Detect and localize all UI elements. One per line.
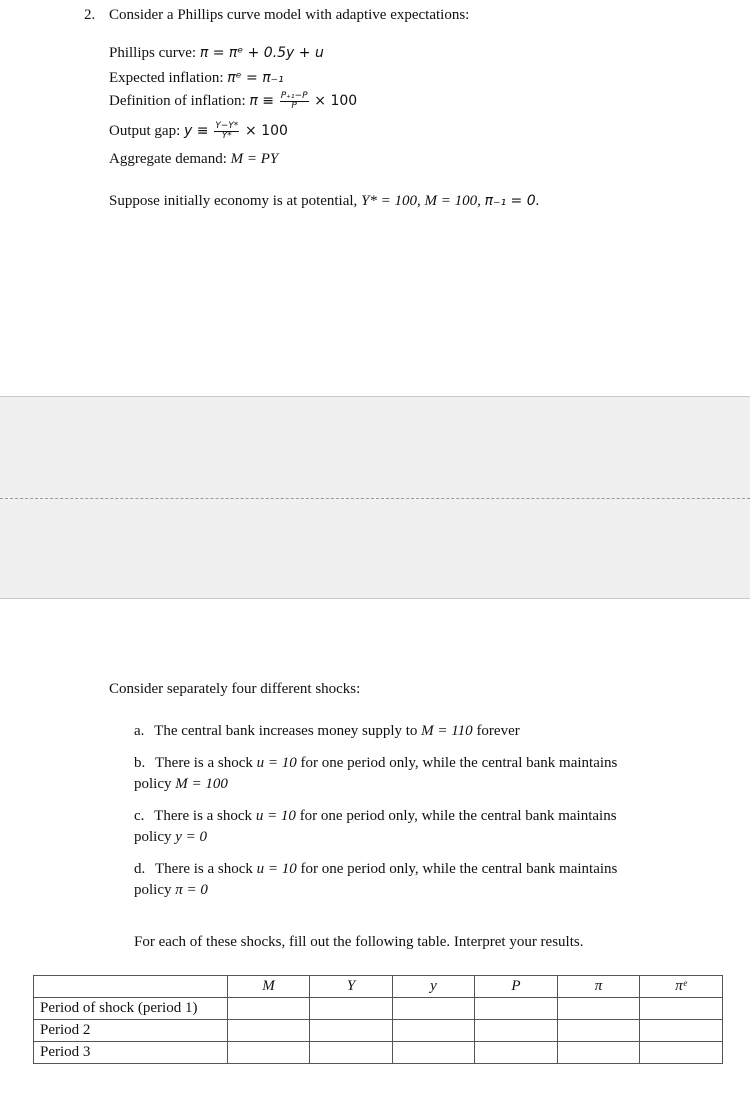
table-cell[interactable] xyxy=(558,1020,640,1042)
shock-c xyxy=(134,808,617,825)
inflation-definition-line xyxy=(109,92,357,111)
shock-d-policy-math: π = 0 xyxy=(175,882,208,898)
shock-b-tail: for one period only, while the central bank maintains xyxy=(300,755,618,771)
table-cell[interactable] xyxy=(310,998,393,1020)
table-cell[interactable] xyxy=(228,1042,310,1064)
shock-c-letter: c. xyxy=(134,808,145,824)
shock-a-letter: a. xyxy=(134,723,145,739)
shock-d-tail: for one period only, while the central bank maintains xyxy=(300,861,618,877)
table-row xyxy=(34,1042,723,1064)
header-M: M xyxy=(228,976,310,998)
shock-c-text: There is a shock xyxy=(154,808,253,824)
header-y: y xyxy=(393,976,475,998)
shock-b-text: There is a shock xyxy=(155,755,253,771)
shocks-intro: Consider separately four different shocks: xyxy=(109,681,361,697)
row-label: Period of shock (period 1) xyxy=(34,998,228,1020)
header-pi-e: πᵉ xyxy=(640,976,723,998)
inflation-tail: × 100 xyxy=(314,92,358,109)
ad-label: Aggregate demand: xyxy=(109,151,227,167)
shock-d-math: u = 10 xyxy=(256,861,297,877)
shock-a-text: The central bank increases money supply to xyxy=(154,723,418,739)
inflation-numerator: P₊₁−P xyxy=(280,91,308,101)
gap-lhs: y ≡ xyxy=(184,122,209,139)
inflation-denominator: P xyxy=(291,101,297,111)
gap-numerator: Y−Y* xyxy=(215,121,239,131)
shock-b-policy: policy xyxy=(134,776,172,792)
shock-a-tail: forever xyxy=(476,723,520,739)
table-cell[interactable] xyxy=(640,1020,723,1042)
row-label: Period 3 xyxy=(34,1042,228,1064)
row-label: Period 2 xyxy=(34,1020,228,1042)
initial-text: Suppose initially economy is at potential, xyxy=(109,193,358,209)
gap-label: Output gap: xyxy=(109,122,181,139)
initial-conditions xyxy=(109,193,540,210)
header-Y: Y xyxy=(310,976,393,998)
table-cell[interactable] xyxy=(228,998,310,1020)
shock-b-math: u = 10 xyxy=(256,755,297,771)
answer-table xyxy=(33,975,723,1064)
question-number: 2. xyxy=(84,7,96,23)
shock-c-policy: policy xyxy=(134,829,172,845)
shock-d-line2 xyxy=(134,882,208,899)
shock-a xyxy=(134,723,520,740)
phillips-formula: π = πᵉ + 0.5y + u xyxy=(199,45,324,61)
header-pi: π xyxy=(558,976,640,998)
table-cell[interactable] xyxy=(640,998,723,1020)
shock-d-letter: d. xyxy=(134,861,146,877)
table-cell[interactable] xyxy=(310,1042,393,1064)
shock-b xyxy=(134,755,617,772)
expected-formula: πᵉ = π₋₁ xyxy=(227,70,284,86)
inflation-lhs: π ≡ xyxy=(249,92,274,109)
inflation-label: Definition of inflation: xyxy=(109,92,246,109)
table-row xyxy=(34,1020,723,1042)
gap-fraction xyxy=(214,122,239,141)
initial-pi: π₋₁ = 0. xyxy=(484,193,541,209)
table-cell[interactable] xyxy=(475,1020,558,1042)
header-empty xyxy=(34,976,228,998)
gap-denominator: Y* xyxy=(221,131,232,141)
phillips-label: Phillips curve: xyxy=(109,45,197,61)
table-cell[interactable] xyxy=(393,1042,475,1064)
dashed-separator xyxy=(0,498,750,499)
shock-c-policy-math: y = 0 xyxy=(175,829,208,845)
ad-formula: M = PY xyxy=(230,151,279,167)
shock-c-tail: for one period only, while the central bank maintains xyxy=(299,808,617,824)
table-cell[interactable] xyxy=(640,1042,723,1064)
shock-c-line2 xyxy=(134,829,207,846)
phillips-curve-line xyxy=(109,45,324,62)
table-cell[interactable] xyxy=(558,998,640,1020)
page-break-band xyxy=(0,396,750,599)
shock-b-policy-math: M = 100 xyxy=(175,776,228,792)
shock-d-policy: policy xyxy=(134,882,172,898)
table-cell[interactable] xyxy=(228,1020,310,1042)
expected-inflation-line xyxy=(109,70,284,87)
table-cell[interactable] xyxy=(558,1042,640,1064)
inflation-fraction xyxy=(280,92,309,111)
table-cell[interactable] xyxy=(310,1020,393,1042)
shock-b-letter: b. xyxy=(134,755,146,771)
aggregate-demand-line xyxy=(109,151,278,168)
shock-d xyxy=(134,861,617,878)
table-instruction: For each of these shocks, fill out the following table. Interpret your results. xyxy=(134,934,584,950)
gap-tail: × 100 xyxy=(245,122,288,139)
shock-c-math: u = 10 xyxy=(255,808,296,824)
shock-b-line2 xyxy=(134,776,228,793)
output-gap-line xyxy=(109,122,288,141)
table-cell[interactable] xyxy=(393,998,475,1020)
expected-label: Expected inflation: xyxy=(109,70,224,86)
table-header-row xyxy=(34,976,723,998)
question-prompt: Consider a Phillips curve model with adaptive expectations: xyxy=(109,7,470,23)
table-row xyxy=(34,998,723,1020)
shock-a-math: M = 110 xyxy=(421,723,473,739)
table-cell[interactable] xyxy=(393,1020,475,1042)
table-cell[interactable] xyxy=(475,1042,558,1064)
table-cell[interactable] xyxy=(475,998,558,1020)
initial-values: Y* = 100, M = 100, xyxy=(361,193,481,209)
header-P: P xyxy=(475,976,558,998)
shock-d-text: There is a shock xyxy=(155,861,253,877)
